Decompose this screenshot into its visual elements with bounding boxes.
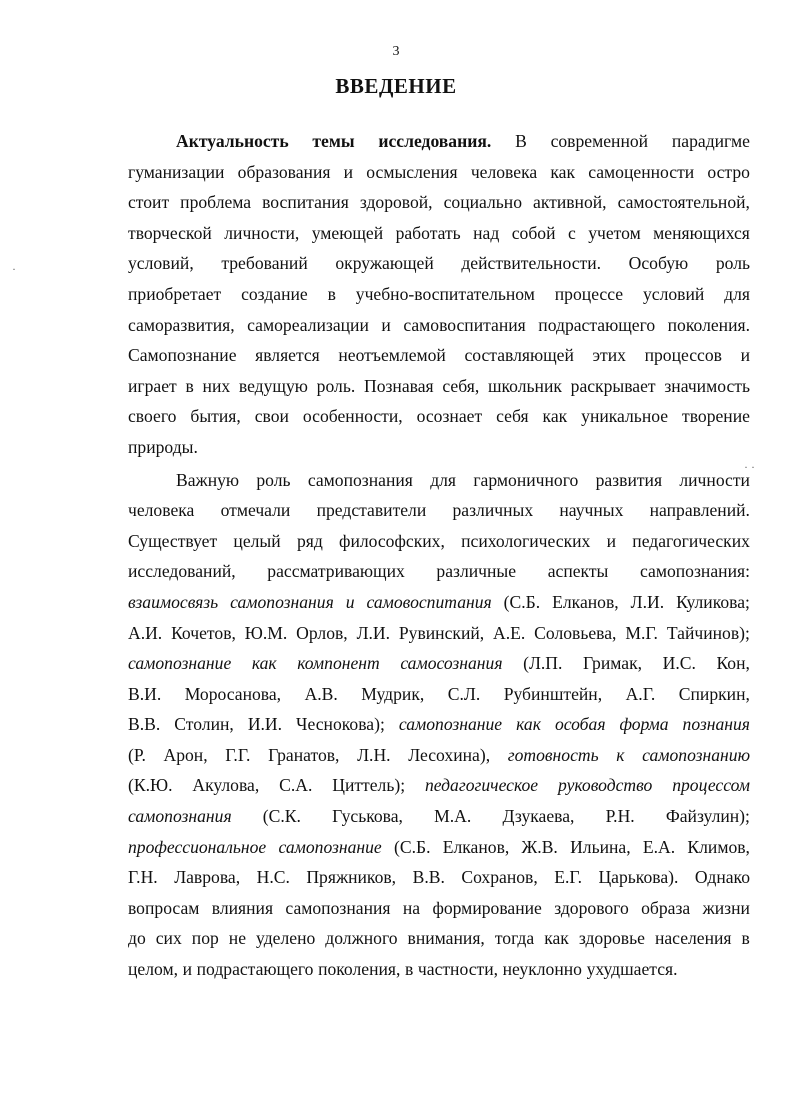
word: уникальное	[581, 406, 669, 427]
word: учебно-воспитательном	[355, 283, 535, 304]
word: М.А.	[434, 806, 472, 827]
word: ведущую	[238, 375, 308, 396]
word: различных	[452, 500, 534, 521]
word: (С.К.	[262, 806, 301, 827]
word: над	[473, 222, 500, 243]
word: самопознанию	[642, 744, 750, 765]
word: профессиональное	[128, 836, 267, 857]
word: Гранатов,	[268, 744, 340, 765]
word: самопознания	[230, 591, 334, 612]
word: готовность	[507, 744, 599, 765]
word: ухудшается.	[586, 959, 678, 980]
word: и	[740, 345, 750, 366]
word: для	[430, 469, 457, 490]
word: остро	[707, 161, 750, 182]
word: них	[202, 375, 231, 396]
word: человека	[470, 161, 538, 182]
word: как	[550, 161, 576, 182]
word: Л.И.	[630, 591, 665, 612]
word: Рубинштейн,	[503, 683, 603, 704]
word: воспитания	[262, 192, 349, 213]
word: и	[606, 530, 617, 551]
word: свои	[254, 406, 289, 427]
word: Г.Г.	[225, 744, 251, 765]
word: ряд	[296, 530, 323, 551]
scan-mark: · ·	[744, 460, 755, 474]
word: форма	[619, 714, 669, 735]
word: населения	[654, 928, 732, 949]
word: личности	[679, 469, 750, 490]
word: не	[228, 928, 247, 949]
word: приобретает	[128, 283, 222, 304]
word: самопознание	[278, 836, 382, 857]
word: как	[542, 406, 568, 427]
word: научных	[559, 500, 624, 521]
word: А.В.	[304, 683, 338, 704]
word: Файзулин);	[665, 806, 750, 827]
word: самопознания:	[640, 561, 750, 582]
text-line	[128, 495, 750, 526]
word: самопознания	[128, 806, 232, 827]
word: особенности,	[302, 406, 403, 427]
word: роль.	[316, 375, 356, 396]
word: Лаврова,	[174, 867, 241, 888]
word: Существует	[128, 530, 218, 551]
word: Циттель);	[332, 775, 406, 796]
word: здорового	[554, 897, 629, 918]
word: особая	[554, 714, 606, 735]
section-title: ВВЕДЕНИЕ	[335, 74, 457, 98]
word: внимания,	[407, 928, 485, 949]
word: жизни	[702, 897, 750, 918]
word: до	[128, 928, 146, 949]
word: самопознания	[285, 897, 391, 918]
text-line	[128, 893, 750, 924]
word: как	[251, 653, 277, 674]
word: саморазвития,	[128, 314, 235, 335]
word: темы	[312, 131, 355, 151]
word: аспекты	[547, 561, 609, 582]
word: неуклонно	[502, 959, 582, 980]
word: С.А.	[279, 775, 313, 796]
word: А.И.	[128, 622, 163, 643]
word: Спиркин,	[678, 683, 750, 704]
word: Куликова;	[676, 591, 750, 612]
word: самовоспитания	[366, 591, 492, 612]
word: Акулова,	[192, 775, 260, 796]
word: раскрывает	[570, 375, 656, 396]
word: стоит	[128, 192, 170, 213]
word: Рувинский,	[398, 622, 485, 643]
word: развития	[595, 469, 663, 490]
word: Особую	[628, 253, 689, 274]
word: педагогических	[632, 530, 750, 551]
word: себя	[496, 406, 529, 427]
word: условий,	[128, 253, 194, 274]
word: поколения,	[318, 959, 401, 980]
scan-mark: ·	[12, 262, 16, 276]
text-line	[128, 648, 750, 679]
word: к	[616, 744, 625, 765]
word: и	[381, 314, 391, 335]
word: В	[515, 131, 527, 151]
word: Орлов,	[296, 622, 348, 643]
page-number: 3	[392, 44, 400, 59]
word: Моросанова,	[184, 683, 282, 704]
word: самостоятельной,	[617, 192, 750, 213]
word: Е.А.	[642, 836, 676, 857]
word: человека	[128, 500, 195, 521]
word: и	[343, 161, 354, 182]
word: неотъемлемой	[338, 345, 446, 366]
word: здоровье	[578, 928, 645, 949]
text-line	[128, 126, 750, 157]
word: Сохранов,	[461, 867, 538, 888]
word: сих	[155, 928, 182, 949]
word: собой	[511, 222, 556, 243]
text-line	[128, 248, 750, 279]
word: роль	[256, 469, 291, 490]
text-line	[128, 526, 750, 557]
word: А.Е.	[493, 622, 526, 643]
word: Пряжников,	[306, 867, 397, 888]
word: с	[567, 222, 576, 243]
word: для	[724, 283, 750, 304]
word: в	[327, 283, 336, 304]
word: действительности.	[461, 253, 602, 274]
word: уделено	[256, 928, 316, 949]
text-line	[128, 310, 750, 341]
word: Важную	[176, 469, 240, 490]
word: личности,	[224, 222, 300, 243]
word: Самопознание	[128, 345, 237, 366]
word: (К.Ю.	[128, 775, 173, 796]
word: взаимосвязь	[128, 591, 219, 612]
text-line	[128, 401, 750, 432]
text-line	[128, 954, 750, 985]
text-line	[128, 679, 750, 710]
word: компонент	[297, 653, 380, 674]
word: парадигме	[671, 131, 750, 151]
word: Тайчинов);	[666, 622, 750, 643]
word: (С.Б.	[503, 591, 541, 612]
word: философских,	[339, 530, 445, 551]
text-line	[128, 279, 750, 310]
word: создание	[241, 283, 308, 304]
word: Царькова).	[598, 867, 679, 888]
word: Гуськова,	[332, 806, 403, 827]
text-line	[128, 740, 750, 771]
word: целый	[233, 530, 281, 551]
text-line	[128, 556, 750, 587]
word: самопознания	[307, 469, 413, 490]
word: вопросам	[128, 897, 200, 918]
word: В.В.	[412, 867, 445, 888]
word: Актуальность	[176, 131, 289, 151]
text-line	[128, 862, 750, 893]
word: Елканов,	[552, 591, 619, 612]
word: А.Г.	[625, 683, 656, 704]
word: целом,	[128, 959, 178, 980]
text-line	[128, 187, 750, 218]
word: самопознание	[398, 714, 503, 735]
word: Климов,	[687, 836, 750, 857]
word: своего	[128, 406, 177, 427]
word: Г.Н.	[128, 867, 158, 888]
text-line	[128, 923, 750, 954]
word: роль	[715, 253, 750, 274]
word: влияния	[211, 897, 274, 918]
word: частности,	[417, 959, 499, 980]
word: современной	[550, 131, 649, 151]
word: процессов	[644, 345, 722, 366]
word: исследований,	[128, 561, 236, 582]
word: самоценности	[588, 161, 695, 182]
word: тогда	[494, 928, 535, 949]
word: меняющихся	[653, 222, 750, 243]
word: В.И.	[128, 683, 162, 704]
word: в	[405, 959, 414, 980]
word: является	[255, 345, 320, 366]
word: этих	[592, 345, 626, 366]
word: самосознания	[400, 653, 503, 674]
text-line	[128, 801, 750, 832]
word: умеющей	[311, 222, 384, 243]
word: самовоспитания	[403, 314, 526, 335]
word: здоровой,	[359, 192, 433, 213]
text-line	[128, 587, 750, 618]
word: составляющей	[464, 345, 574, 366]
word: творение	[682, 406, 750, 427]
word: должного	[325, 928, 398, 949]
word: Гримак,	[582, 653, 643, 674]
text-line	[128, 371, 750, 402]
word: (С.Б.	[393, 836, 431, 857]
word: Л.Н.	[357, 744, 391, 765]
word: (Р.	[128, 744, 146, 765]
word: исследования.	[378, 131, 492, 151]
word: требований	[221, 253, 308, 274]
word: себя,	[442, 375, 480, 396]
word: Ю.М.	[244, 622, 288, 643]
word: активной,	[533, 192, 607, 213]
word: Елканов,	[442, 836, 510, 857]
word: С.Л.	[447, 683, 481, 704]
word: И.И.	[247, 714, 283, 735]
word: Соловьева,	[534, 622, 617, 643]
word: пор	[191, 928, 219, 949]
word: образа	[641, 897, 691, 918]
word: Столин,	[174, 714, 234, 735]
word: природы.	[128, 436, 198, 457]
word: поколения.	[667, 314, 750, 335]
word: (Л.П.	[523, 653, 563, 674]
word: социально	[443, 192, 523, 213]
word: в	[741, 928, 750, 949]
text-line	[128, 832, 750, 863]
word: Познавая	[363, 375, 434, 396]
word: как	[544, 928, 569, 949]
word: Арон,	[163, 744, 208, 765]
word: рассматривающих	[267, 561, 405, 582]
word: и	[182, 959, 193, 980]
word: самореализации	[247, 314, 369, 335]
word: на	[402, 897, 421, 918]
word: играет	[128, 375, 177, 396]
word: Ж.В.	[521, 836, 558, 857]
word: творческой	[128, 222, 212, 243]
word: Р.Н.	[605, 806, 635, 827]
word: И.С.	[662, 653, 696, 674]
word: школьник	[487, 375, 562, 396]
word: Кон,	[716, 653, 750, 674]
word: осознает	[416, 406, 483, 427]
word: в	[185, 375, 194, 396]
word: Кочетов,	[171, 622, 236, 643]
word: Е.Г.	[554, 867, 582, 888]
word: руководство	[558, 775, 653, 796]
word: процессе	[554, 283, 624, 304]
text-line	[128, 618, 750, 649]
word: осмысления	[366, 161, 458, 182]
word: Л.И.	[356, 622, 391, 643]
text-line	[128, 218, 750, 249]
word: условий	[642, 283, 705, 304]
text-line	[128, 432, 750, 463]
word: представители	[316, 500, 427, 521]
text-line	[128, 340, 750, 371]
word: и	[345, 591, 355, 612]
word: Ильина,	[570, 836, 631, 857]
word: Однако	[694, 867, 750, 888]
body-text	[128, 126, 750, 985]
word: образования	[237, 161, 331, 182]
word: Мудрик,	[361, 683, 425, 704]
word: отмечали	[220, 500, 291, 521]
word: Лесохина),	[408, 744, 491, 765]
text-line	[128, 465, 750, 496]
word: значимость	[664, 375, 750, 396]
word: Чеснокова);	[296, 714, 385, 735]
word: психологических	[461, 530, 591, 551]
word: М.Г.	[625, 622, 658, 643]
word: гармоничного	[473, 469, 579, 490]
text-line	[128, 157, 750, 188]
word: как	[516, 714, 541, 735]
text-line	[128, 709, 750, 740]
word: педагогическое	[424, 775, 539, 796]
word: познания	[682, 714, 750, 735]
word: процессом	[672, 775, 750, 796]
word: Дзукаева,	[502, 806, 575, 827]
word: В.В.	[128, 714, 161, 735]
word: подрастающего	[538, 314, 656, 335]
word: направлений.	[649, 500, 750, 521]
word: работать	[395, 222, 461, 243]
word: учетом	[588, 222, 641, 243]
word: Н.С.	[256, 867, 290, 888]
word: различные	[436, 561, 517, 582]
word: проблема	[180, 192, 252, 213]
word: формирование	[432, 897, 542, 918]
word: бытия,	[190, 406, 241, 427]
word: самопознание	[128, 653, 232, 674]
word: гуманизации	[128, 161, 225, 182]
text-line	[128, 770, 750, 801]
word: окружающей	[335, 253, 434, 274]
word: подрастающего	[196, 959, 314, 980]
